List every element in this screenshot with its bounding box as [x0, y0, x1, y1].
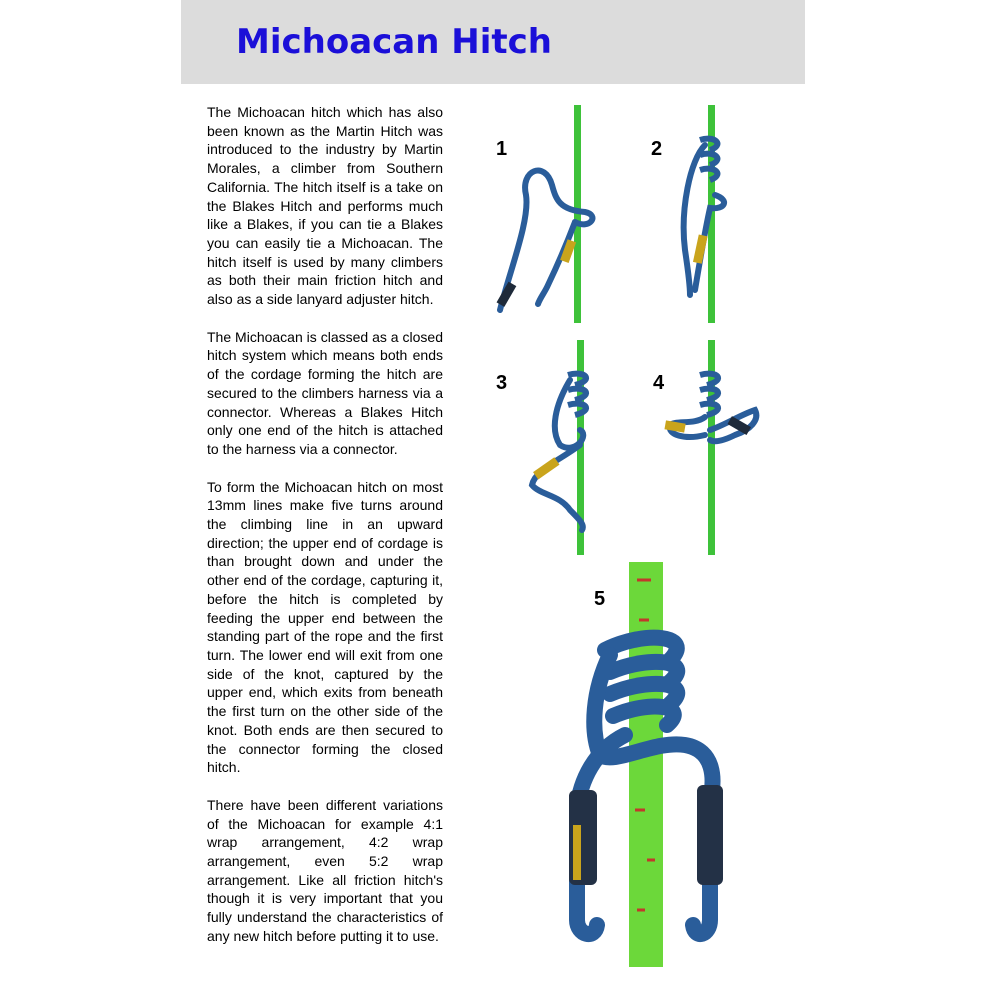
step-2-label: 2	[651, 138, 663, 160]
page-title: Michoacan Hitch	[236, 22, 553, 62]
step-2-illustration	[670, 100, 760, 325]
cord-lower-end	[538, 222, 575, 304]
cord-lower-end	[532, 445, 583, 530]
cord-sleeve	[533, 457, 559, 479]
paragraph-intro: The Michoacan hitch which has also been known as the Martin Hitch was introduced to the industry by Martin Morales, a climber from Southern California. The hitch itself is a take on the Blakes Hitch and performs much like a Blakes, if you can tie a Blakes you can easily tie a Michoacan. The hitch itself is used by many climbers as both their main friction hitch and also as a side lanyard adjuster hitch.	[207, 104, 443, 308]
cord-eye-sleeve	[497, 282, 517, 307]
step-5-illustration	[555, 560, 740, 970]
right-sleeve	[697, 785, 723, 885]
paragraph-variations: There have been different variations of the Michoacan for example 4:1 wrap arrangement, 4:2 wrap arrangement, even 5:2 wrap arrangement. Like all friction hitch's though it is very important that you fully understand the characteristics of any new hitch before putting it to use.	[207, 796, 443, 944]
paragraph-closed-system: The Michoacan is classed as a closed hitch system which means both ends of the cordage forming the hitch are secured to the climbers harness via a connector. Whereas a Blakes Hitch only one end of the hitch is attached to the harness via a connector.	[207, 328, 443, 457]
step-3-label: 3	[496, 372, 508, 394]
step-1-label: 1	[496, 138, 508, 160]
article-body	[207, 103, 443, 965]
step-3-illustration	[520, 335, 620, 560]
step-4-label: 4	[653, 372, 665, 394]
step-1-illustration	[490, 100, 610, 325]
climbing-line	[629, 562, 663, 967]
paragraph-how-to-tie: To form the Michoacan hitch on most 13mm lines make five turns around the climbing line in an upward direction; the upper end of cordage is than brought down and under the other end of the cordage, capturing it, before the hitch is completed by feeding the upper end between the standing part of the rope and the first turn. The lower end will exit from one side of the knot, captured by the upper end, which exits from beneath the first turn on the other side of the knot. Both ends are then secured to the connector forming the closed hitch.	[207, 478, 443, 776]
cord-sleeve	[693, 234, 708, 263]
step-5-label: 5	[594, 588, 606, 610]
step-4-illustration	[655, 335, 770, 560]
left-sleeve-label	[573, 825, 581, 880]
